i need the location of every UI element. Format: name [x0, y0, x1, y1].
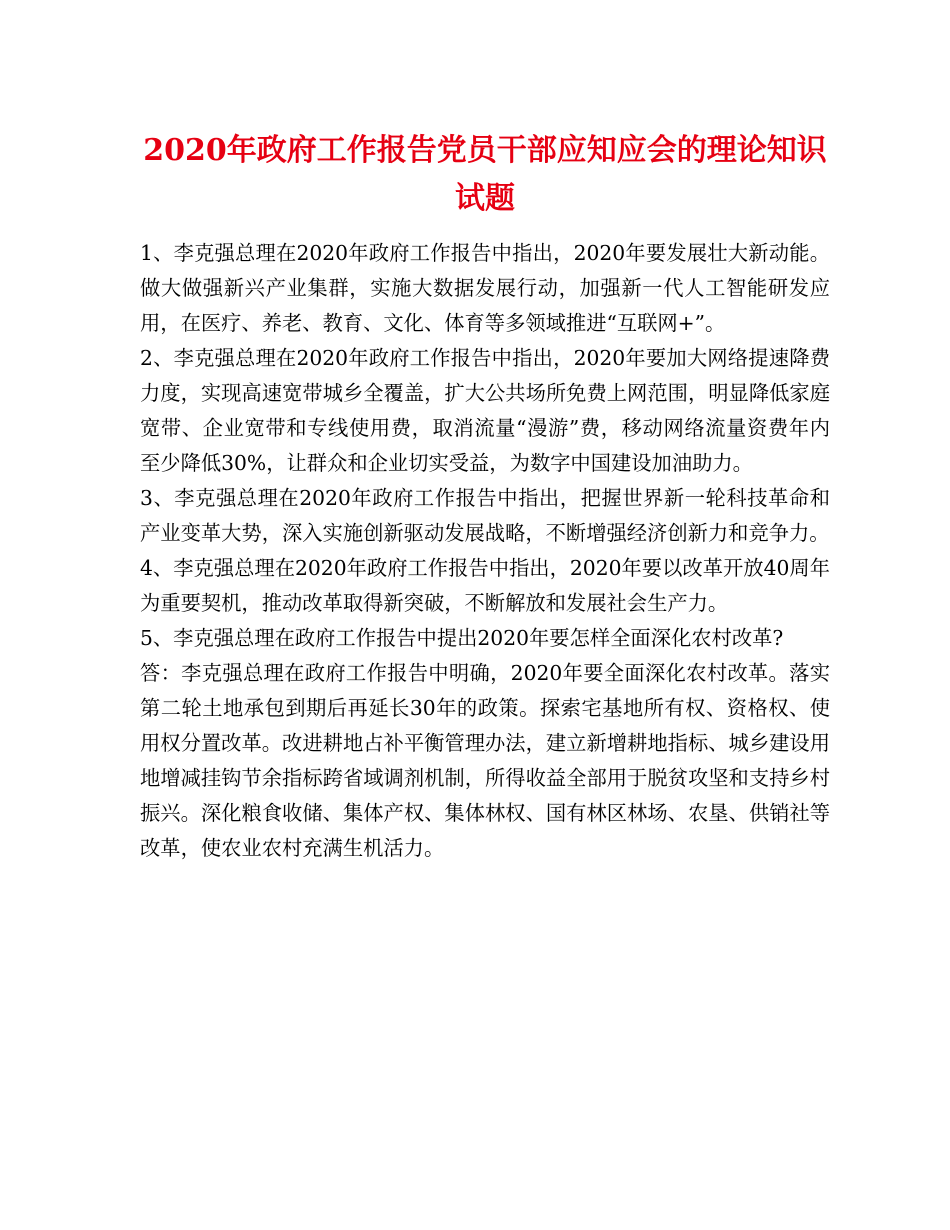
answer-5: 答：李克强总理在政府工作报告中明确，2020年要全面深化农村改革。落实第二轮土地承包到期后再延长30年的政策。探索宅基地所有权、资格权、使用权分置改革。改进耕地占补平衡管理办法，建立新增耕地指标、城乡建设用地增减挂钩节余指标跨省域调剂机制，所得收益全部用于脱贫攻坚和支持乡村振兴。深化粮食收储、集体产权、集体林权、国有林区林场、农垦、供销社等改革，使农业农村充满生机活力。: [140, 661, 830, 860]
question-2: 2、李克强总理在2020年政府工作报告中指出，2020年要加大网络提速降费力度，实现高速宽带城乡全覆盖，扩大公共场所免费上网范围，明显降低家庭宽带、企业宽带和专线使用费，取消流量“漫游”费，移动网络流量资费年内至少降低30%，让群众和企业切实受益，为数字中国建设加油助力。: [140, 346, 830, 475]
question-3: 3、李克强总理在2020年政府工作报告中指出，把握世界新一轮科技革命和产业变革大势，深入实施创新驱动发展战略，不断增强经济创新力和竞争力。: [140, 486, 830, 545]
document-title: 2020年政府工作报告党员干部应知应会的理论知识试题: [143, 133, 827, 216]
question-5: 5、李克强总理在政府工作报告中提出2020年要怎样全面深化农村改革?: [140, 626, 784, 650]
question-4: 4、李克强总理在2020年政府工作报告中指出，2020年要以改革开放40周年为重要契机，推动改革取得新突破，不断解放和发展社会生产力。: [140, 556, 830, 615]
question-1: 1、李克强总理在2020年政府工作报告中指出，2020年要发展壮大新动能。做大做强新兴产业集群，实施大数据发展行动，加强新一代人工智能研发应用，在医疗、养老、教育、文化、体育等多领域推进“互联网+”。: [140, 241, 830, 335]
document-body: [140, 236, 830, 866]
